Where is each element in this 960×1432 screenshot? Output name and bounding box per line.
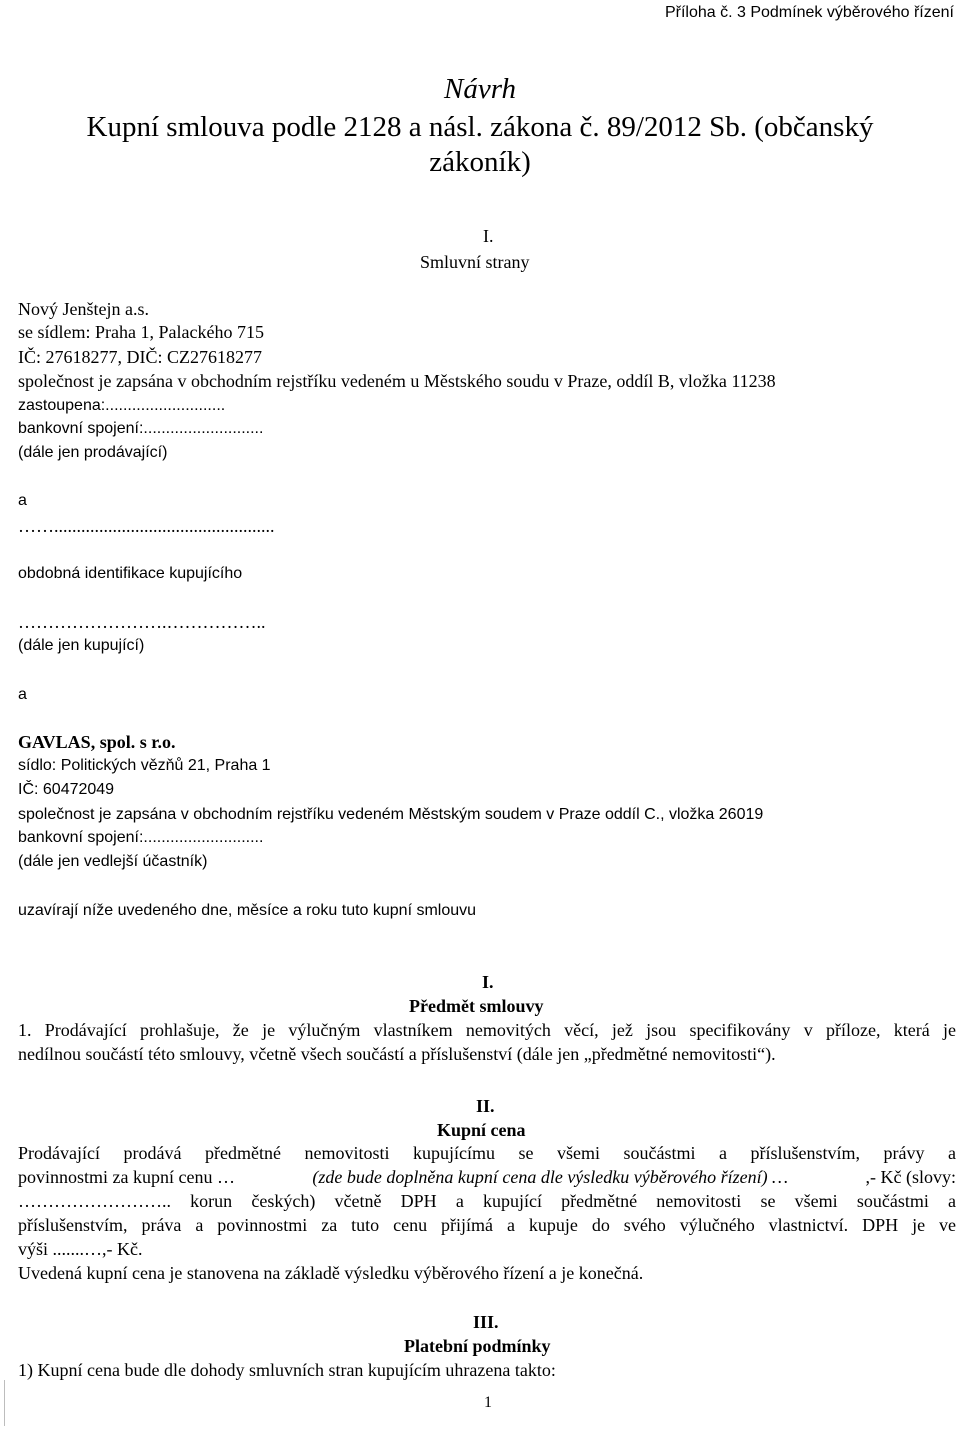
buyer-identification: obdobná identifikace kupujícího [18,565,243,582]
seller-ids: IČ: 27618277, DIČ: CZ27618277 [18,347,263,367]
seller-role: (dále jen prodávající) [18,444,168,461]
price-line-2-start: povinnostmi za kupní cenu … [18,1167,235,1187]
price-line-5: výši .......…,- Kč. [18,1239,143,1259]
seller-name: Nový Jenštejn a.s. [18,299,149,319]
section-payment-heading: Platební podmínky [404,1336,551,1356]
section-subject-number: I. [482,972,494,992]
seller-seat: se sídlem: Praha 1, Palackého 715 [18,322,264,342]
draft-label: Návrh [444,73,516,105]
seller-register: společnost je zapsána v obchodním rejstříku vedeném u Městského soudu v Praze, oddíl B, vložka 11238 [18,371,776,391]
payment-line-1: 1) Kupní cena bude dle dohody smluvních stran kupujícím uhrazena takto: [18,1360,556,1380]
section-price-heading: Kupní cena [437,1120,526,1140]
annex-label: Příloha č. 3 Podmínek výběrového řízení [664,4,954,21]
third-party-id: IČ: 60472049 [18,781,115,798]
title-line-2: zákoník) [429,146,531,178]
margin-rule [4,1380,5,1426]
conjunction-and-1: a [18,492,27,509]
buyer-blank: ……................................................. [18,516,275,536]
section-subject-heading: Předmět smlouvy [409,996,544,1016]
buyer-role: (dále jen kupující) [18,637,145,654]
seller-represented: zastoupena:........................... [18,397,226,414]
price-line-2-end: ,- Kč (slovy: [865,1167,956,1187]
section-parties-number: I. [483,226,494,246]
third-party-bank: bankovní spojení:........................... [18,829,264,846]
buyer-dots: …………………….…………….. [18,612,266,632]
third-party-register: společnost je zapsána v obchodním rejstříku vedeném Městským soudem v Praze oddíl C., vložka 26019 [18,806,764,823]
page-number: 1 [484,1394,492,1411]
price-line-2 [18,1167,956,1188]
third-party-seat: sídlo: Politických vězňů 21, Praha 1 [18,757,271,774]
subject-paragraph-line-1: 1. Prodávající prohlašuje, že je výlučným vlastníkem nemovitých věcí, jež jsou specifikovány v příloze, která je [18,1020,956,1040]
section-parties-heading: Smluvní strany [420,252,530,272]
third-party-name: GAVLAS, spol. s r.o. [18,732,176,752]
price-line-1: Prodávající prodává předmětné nemovitosti kupujícímu se všemi součástmi a příslušenstvím, právy a [18,1143,956,1163]
price-placeholder-note: (zde bude doplněna kupní cena dle výsledku výběrového řízení) … [312,1167,789,1187]
price-line-6: Uvedená kupní cena je stanovena na základě výsledku výběrového řízení a je konečná. [18,1263,644,1283]
title-line-1: Kupní smlouva podle 2128 a násl. zákona č. 89/2012 Sb. (občanský [86,111,874,143]
price-line-3: …………………….. korun českých) včetně DPH a kupující předmětné nemovitosti se všemi součástmi a [18,1191,956,1211]
seller-bank: bankovní spojení:........................... [18,420,264,437]
price-line-4: příslušenstvím, práva a povinnostmi za tuto cenu přijímá a kupuje do svého výlučného vlastnictví. DPH je ve [18,1215,956,1235]
conclusion-text: uzavírají níže uvedeného dne, měsíce a roku tuto kupní smlouvu [18,902,477,919]
third-party-role: (dále jen vedlejší účastník) [18,853,208,870]
section-payment-number: III. [473,1312,499,1332]
subject-paragraph-line-2: nedílnou součástí této smlouvy, včetně všech součástí a příslušenství (dále jen „předmětné nemovitosti“). [18,1044,776,1064]
conjunction-and-2: a [18,686,27,703]
section-price-number: II. [476,1096,495,1116]
